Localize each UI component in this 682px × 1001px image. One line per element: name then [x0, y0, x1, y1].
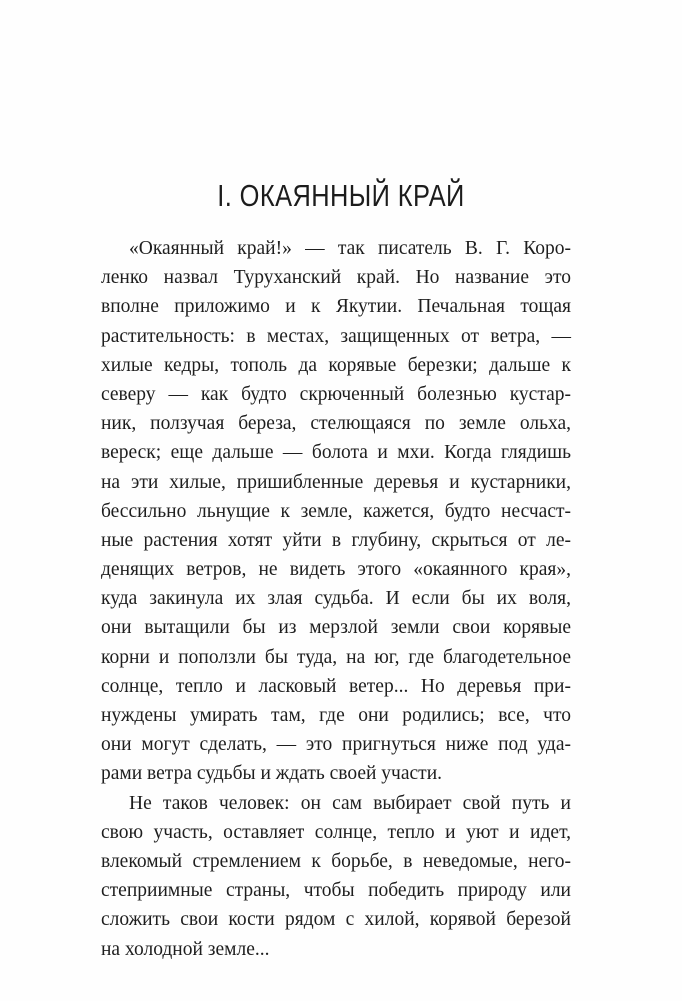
text-line: степриимные страны, чтобы победить природу или	[101, 880, 571, 902]
text-line: они вытащили бы из мерзлой земли свои корявые	[101, 617, 571, 639]
text-line: влекомый стремлением к борьбе, в неведомые, него-	[101, 850, 571, 872]
text-line: «Окаянный край!» — так писатель В. Г. Коро-	[129, 238, 571, 259]
body-text	[101, 234, 571, 964]
text-line: корни и поползли бы туда, на юг, где благодетельное	[101, 646, 571, 668]
text-line: растительность: в местах, защищенных от ветра, —	[101, 325, 571, 347]
paragraph-2	[101, 789, 571, 964]
text-line: нуждены умирать там, где они родились; все, что	[101, 705, 571, 726]
text-line: ленко назвал Туруханский край. Но название это	[101, 267, 571, 289]
text-line: Не таков человек: он сам выбирает свой путь и	[129, 792, 571, 814]
text-line: ные растения хотят уйти в глубину, скрыться от ле-	[101, 529, 571, 551]
text-line: вполне приложимо и к Якутии. Печальная тощая	[101, 296, 571, 318]
text-line: денящих ветров, не видеть этого «окаянного края»,	[101, 559, 571, 581]
text-line: хилые кедры, тополь да корявые березки; дальше к	[101, 354, 571, 376]
text-line: сложить свои кости рядом с хилой, корявой березой	[101, 909, 571, 931]
text-line: рами ветра судьбы и ждать своей участи.	[101, 763, 443, 785]
text-line: бессильно льнущие к земле, кажется, будто несчаст-	[101, 500, 571, 522]
text-line: ник, ползучая береза, стелющаяся по земле ольха,	[101, 413, 571, 435]
text-line: они могут сделать, — это пригнуться ниже под уда-	[101, 734, 571, 756]
chapter-title: I. ОКАЯННЫЙ КРАЙ	[217, 178, 465, 213]
text-line: северу — как будто скрюченный болезнью кустар-	[101, 383, 571, 405]
text-line: солнце, тепло и ласковый ветер... Но деревья при-	[101, 675, 571, 697]
text-line: куда закинула их злая судьба. И если бы их воля,	[101, 588, 571, 610]
text-line: вереск; еще дальше — болота и мхи. Когда глядишь	[101, 442, 571, 464]
paragraph-1	[101, 234, 571, 789]
text-line: свою участь, оставляет солнце, тепло и уют и идет,	[101, 821, 571, 843]
text-line: на холодной земле...	[101, 938, 270, 960]
text-line: на эти хилые, пришибленные деревья и кустарники,	[101, 471, 571, 493]
